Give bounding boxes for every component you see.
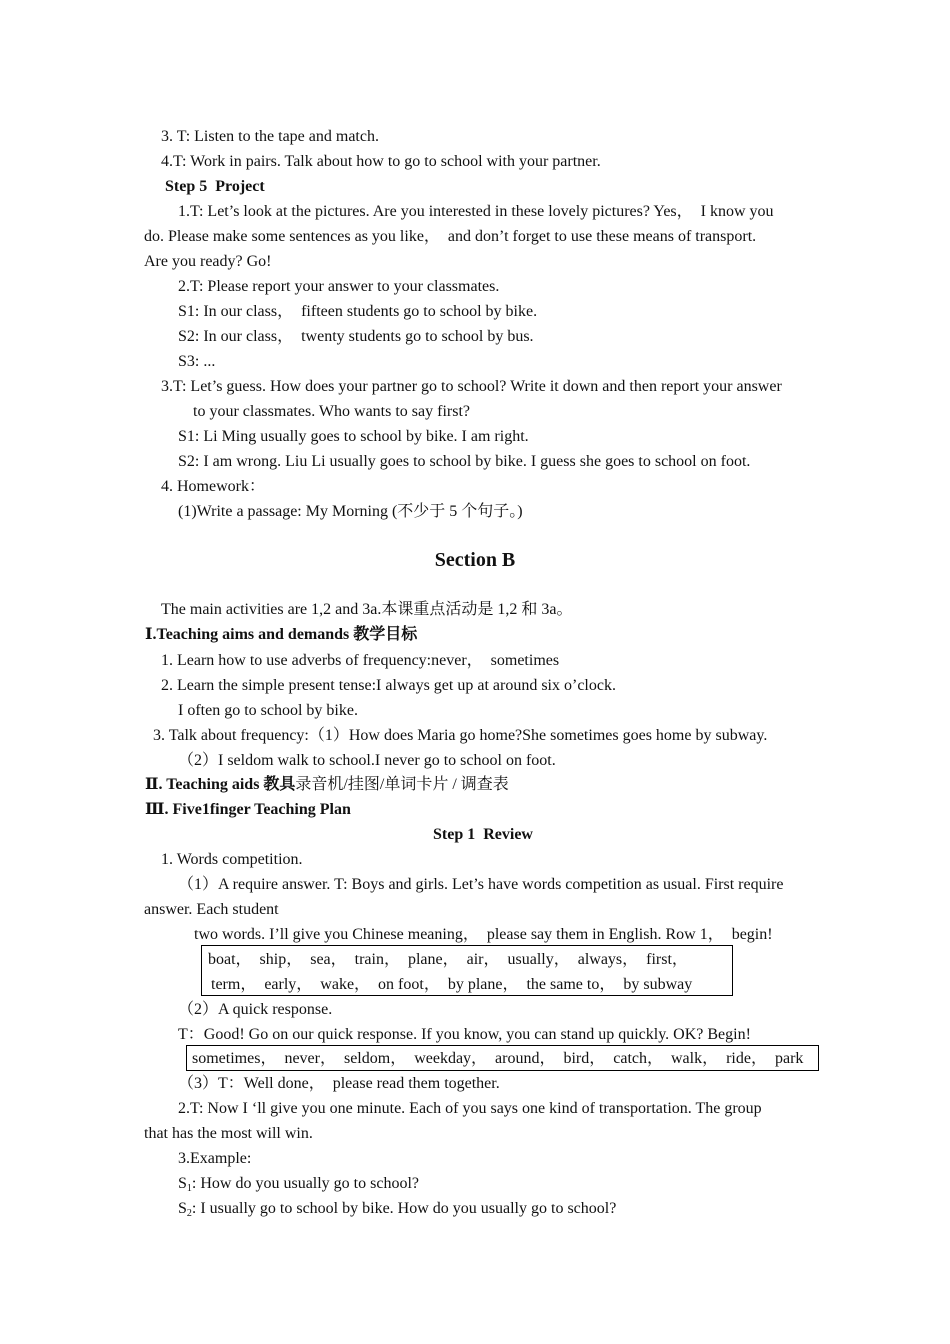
text-line: 2. Learn the simple present tense:I always get up at around six o’clock. (161, 677, 616, 694)
word-list: boat， ship， sea， train， plane， air， usually， always， first， (208, 951, 688, 968)
section-title: Section B (434, 549, 516, 571)
text-line: （3）T：Well done， please read them together. (178, 1075, 500, 1092)
section-heading (145, 800, 351, 820)
text-line: S3: ... (178, 353, 216, 370)
text-line: S1: In our class， fifteen students go to school by bike. (178, 303, 538, 320)
text-line: two words. I’ll give you Chinese meaning， please say them in English. Row 1， begin! (194, 926, 773, 943)
speaker-subscript: 1 (186, 1183, 192, 1194)
text-line: 1. Learn how to use adverbs of frequency:never， sometimes (161, 652, 560, 669)
heading-part: finger Teaching Plan (209, 801, 351, 818)
text-line: 4. Homework： (161, 478, 265, 495)
utterance: : I usually go to school by bike. How do you usually go to school? (191, 1200, 617, 1217)
utterance: : How do you usually go to school? (191, 1175, 419, 1192)
text-line: S2: In our class， twenty students go to school by bus. (178, 328, 534, 345)
word-list: sometimes， never， seldom， weekday， around， bird， catch， walk， ride， park (192, 1050, 804, 1067)
heading-part: Ⅲ. Five (145, 801, 202, 818)
digit-glyph: 1 (201, 801, 210, 818)
text-line: answer. Each student (144, 901, 279, 918)
text-line: S2: I am wrong. Liu Li usually goes to school by bike. I guess she goes to school on foot. (178, 453, 751, 470)
text-line: （1）A require answer. T: Boys and girls. Let’s have words competition as usual. First require (178, 876, 784, 893)
text-line: （2）A quick response. (178, 1001, 333, 1018)
word-list: term， early， wake， on foot， by plane， the same to， by subway (211, 976, 693, 993)
text-line: 3. T: Listen to the tape and match. (161, 128, 379, 145)
text-line: 1. Words competition. (161, 851, 303, 868)
text-line: （2）I seldom walk to school.I never go to school on foot. (178, 752, 556, 769)
text-line (178, 1174, 419, 1199)
text-line: I often go to school by bike. (178, 702, 358, 719)
step-heading: Step 1 Review (433, 826, 533, 843)
text-line: 1.T: Let’s look at the pictures. Are you interested in these lovely pictures? Yes， I know you (178, 203, 774, 220)
text-line: 2.T: Please report your answer to your classmates. (178, 278, 500, 295)
text-line: (1)Write a passage: My Morning (不少于 5 个句子。) (178, 503, 523, 520)
section-heading: Ⅰ.Teaching aims and demands 教学目标 (145, 626, 418, 643)
heading-bold: Ⅱ. Teaching aids 教具 (145, 776, 296, 793)
text-line: 3.T: Let’s guess. How does your partner go to school? Write it down and then report your answer (161, 378, 782, 395)
speaker: S (178, 1175, 187, 1192)
text-line: Are you ready? Go! (144, 253, 272, 270)
text-line: to your classmates. Who wants to say first? (193, 403, 470, 420)
text-line: do. Please make some sentences as you like， and don’t forget to use these means of transport. (144, 228, 757, 245)
speaker: S (178, 1200, 187, 1217)
text-line: 4.T: Work in pairs. Talk about how to go to school with your partner. (161, 153, 601, 170)
text-line (178, 1199, 616, 1224)
step-heading: Step 5 Project (165, 178, 265, 195)
text-line: S1: Li Ming usually goes to school by bike. I am right. (178, 428, 529, 445)
heading-rest: 录音机/挂图/单词卡片 / 调查表 (295, 776, 509, 793)
text-line: 3. Talk about frequency:（1）How does Maria go home?She sometimes goes home by subway. (153, 727, 768, 744)
text-line: T：Good! Go on our quick response. If you know, you can stand up quickly. OK? Begin! (178, 1026, 751, 1043)
speaker-subscript: 2 (186, 1208, 192, 1219)
text-line: 2.T: Now I ‘ll give you one minute. Each of you says one kind of transportation. The group (178, 1100, 762, 1117)
text-line: The main activities are 1,2 and 3a.本课重点活动是 1,2 和 3a。 (161, 601, 573, 618)
text-line: that has the most will win. (144, 1125, 313, 1142)
text-line: 3.Example: (178, 1150, 252, 1167)
section-heading (145, 775, 509, 795)
